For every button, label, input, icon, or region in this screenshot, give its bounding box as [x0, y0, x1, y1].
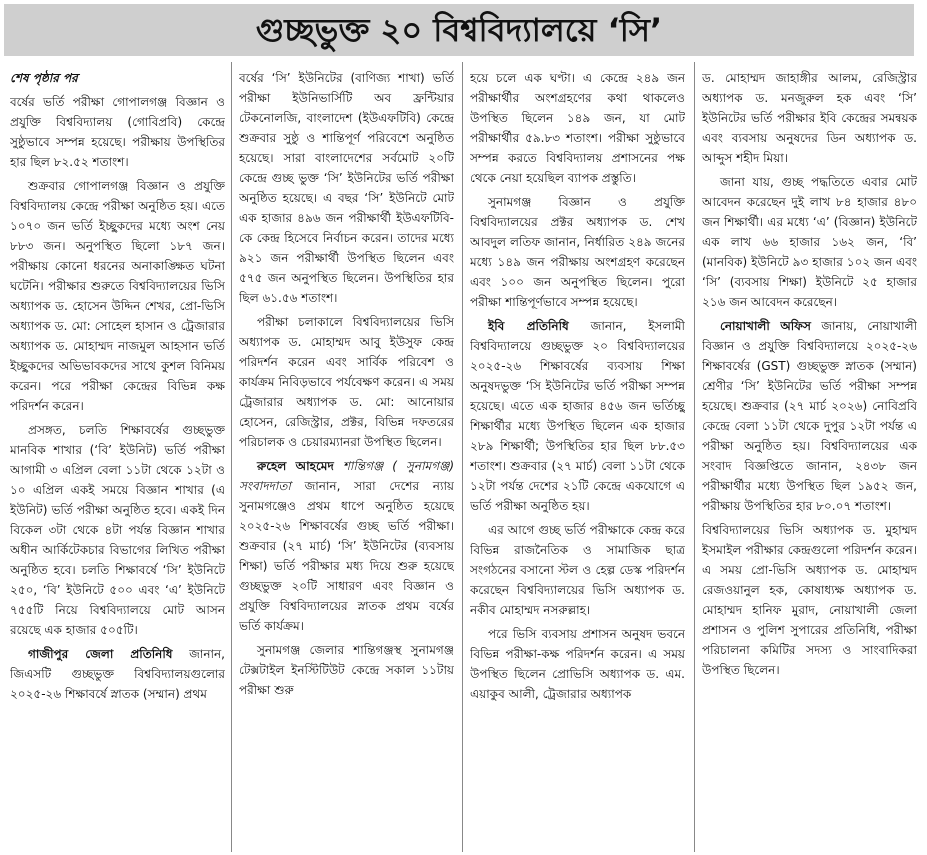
paragraph: গাজীপুর জেলা প্রতিনিধি জানান, জিএসটি গুচ্ছভুক্ত বিশ্ববিদ্যালয়গুলোর ২০২৫-২৬ শিক্ষাবর্ষে স্নাতক (সম্মান) প্রথম: [10, 647, 225, 701]
column-divider: [231, 62, 232, 852]
paragraph: শুক্রবার গোপালগঞ্জ বিজ্ঞান ও প্রযুক্তি বিশ্ববিদ্যালয় কেন্দ্রে পরীক্ষা অনুষ্ঠিত হয়। এতে ১০৭০ জন ভর্তি ইচ্ছুকদের মধ্যে অংশ নেয় ৮৮৩ জন। অনুপস্থিত ছিলো ১৮৭ জন। পরীক্ষায় কোনো ধরনের অনাকাঙ্ক্ষিত ঘটনা ঘটেনি। পরীক্ষার শুরুতে বিশ্ববিদ্যালয়ের ভিসি অধ্যাপক ড. হোসেন উদ্দিন শেখর, প্রো-ভিসি অধ্যাপক ড. মো: সোহেল হাসান ও ট্রেজারার অধ্যাপক ড. মোহাম্মদ নাজমুল আহসান ভর্তি ইচ্ছুকদের অভিভাবকদের সাথে কুশল বিনিময় করেন। পরে পরীক্ষা কেন্দ্রের বিভিন্ন কক্ষ পরিদর্শন করেন।: [10, 179, 225, 413]
paragraph: সুনামগঞ্জ জেলার শান্তিগঞ্জস্থ সুনামগঞ্জ টেক্সটাইল ইনস্টিটিউট কেন্দ্রে সকাল ১১টায় পরীক্ষা শুরু: [239, 643, 454, 697]
paragraph: রুহেল আহমেদ শান্তিগঞ্জ ( সুনামগঞ্জ) সংবাদদাতা জানান, সারা দেশের ন্যায় সুনামগঞ্জেও প্রথম ধাপে অনুষ্ঠিত হয়েছে ২০২৫-২৬ শিক্ষাবর্ষের গুচ্ছ ভর্তি পরীক্ষা। শুক্রবার (২৭ মার্চ) ‘সি’ ইউনিটের (ব্যবসায় শিক্ষা) ভর্তি পরীক্ষার মধ্য দিয়ে শুরু হয়েছে গুচ্ছভুক্ত ২০টি সাধারণ এবং বিজ্ঞান ও প্রযুক্তি বিশ্ববিদ্যালয়ের স্নাতক প্রথম বর্ষের ভর্তি কার্যক্রম।: [239, 459, 454, 633]
continued-label: শেষ পৃষ্ঠার পর: [10, 71, 78, 85]
paragraph: ইবি প্রতিনিধি জানান, ইসলামী বিশ্ববিদ্যালয়ে গুচ্ছভুক্ত ২০ বিশ্ববিদ্যালয়ের ২০২৫-২৬ শিক্ষাবর্ষের ব্যবসায় শিক্ষা অনুষদভুক্ত ‘সি ইউনিটের ভর্তি পরীক্ষা সম্পন্ন হয়েছে। এতে এক হাজার ৪৫৬ জন ভর্তিচ্ছু শিক্ষার্থীর মধ্যে উপস্থিত ছিলেন এক হাজার ২৮৯ শিক্ষার্থী; উপস্থিতির হার ছিল ৮৮.৫৩ শতাংশ। শুক্রবার (২৭ মার্চ) বেলা ১১টা থেকে ১২টা পর্যন্ত দেশের ২১টি কেন্দ্রে একযোগে এ ভর্তি পরীক্ষা অনুষ্ঠিত হয়।: [470, 319, 685, 513]
paragraph: বর্ষের ভর্তি পরীক্ষা গোপালগঞ্জ বিজ্ঞান ও প্রযুক্তি বিশ্ববিদ্যালয় (গোবিপ্রবি) কেন্দ্রে সুষ্ঠুভাবে সম্পন্ন হয়েছে। পরীক্ষায় উপস্থিতির হার ছিল ৮২.৫২ শতাংশ।: [10, 95, 225, 169]
paragraph: হয়ে চলে এক ঘণ্টা। এ কেন্দ্রে ২৪৯ জন পরীক্ষার্থীর অংশগ্রহণের কথা থাকলেও উপস্থিত ছিলেন ১৪৯ জন, যা মোট পরীক্ষার্থীর ৫৯.৮৩ শতাংশ। পরীক্ষা সুষ্ঠুভাবে সম্পন্ন করতে বিশ্ববিদ্যালয় প্রশাসনের পক্ষ থেকে নেয়া হয়েছিল ব্যাপক প্রস্তুতি।: [470, 71, 685, 185]
paragraph: ড. মোহাম্মদ জাহাঙ্গীর আলম, রেজিস্ট্রার অধ্যাপক ড. মনজুরুল হক এবং ‘সি’ ইউনিটের ভর্তি পরীক্ষার ইবি কেন্দ্রের সমন্বয়ক এবং ব্যবসায় অনুষদের ডিন অধ্যাপক ড. আব্দুস শহীদ মিয়া।: [702, 71, 917, 165]
column-3: [470, 68, 685, 853]
byline: নোয়াখালী অফিস: [720, 319, 811, 333]
paragraph: নোয়াখালী অফিস জানায়, নোয়াখালী বিজ্ঞান ও প্রযুক্তি বিশ্ববিদ্যালয়ে ২০২৫-২৬ শিক্ষাবর্ষের (GST) গুচ্ছভুক্ত স্নাতক (সম্মান) শ্রেণীর ‘সি’ ইউনিটের ভর্তি পরীক্ষা সম্পন্ন হয়েছে। শুক্রবার (২৭ মার্চ ২০২৬) নোবিপ্রবি কেন্দ্রে বেলা ১১টা থেকে দুপুর ১২টা পর্যন্ত এ পরীক্ষা অনুষ্ঠিত হয়। বিশ্ববিদ্যালয়ের এক সংবাদ বিজ্ঞপ্তিতে জানান, ২৪৩৮ জন পরীক্ষার্থীর মধ্যে উপস্থিত ছিল ১৯৫২ জন, পরীক্ষায় উপস্থিতির হার ৮০.০৭ শতাংশ।: [702, 319, 917, 513]
column-2: [239, 68, 454, 853]
byline: রুহেল আহমেদ: [257, 459, 334, 473]
paragraph: বর্ষের ‘সি’ ইউনিটের (বাণিজ্য শাখা) ভর্তি পরীক্ষা ইউনিভার্সিটি অব ফ্রন্টিয়ার টেকনোলজি, বাংলাদেশ (ইউএফটিবি) কেন্দ্রে শুক্রবার সুষ্ঠু ও শান্তিপূর্ণ পরিবেশে অনুষ্ঠিত হয়েছে। সারা বাংলাদেশের সর্বমোট ২০টি কেন্দ্রে গুচ্ছ ভুক্ত ‘সি’ ইউনিটের ভর্তি পরীক্ষা অনুষ্ঠিত হয়েছে। এ বছর ‘সি’ ইউনিটে মোট এক হাজার ৪৯৬ জন পরীক্ষার্থী ইউএফটিবি-কে কেন্দ্র হিসেবে নির্বাচন করেন। তাদের মধ্যে ৯২১ জন পরীক্ষার্থী উপস্থিত ছিলেন এবং ৫৭৫ জন অনুপস্থিত ছিলেন। উপস্থিতির হার ছিল ৬১.৫৬ শতাংশ।: [239, 71, 454, 305]
byline: গাজীপুর জেলা প্রতিনিধি: [28, 647, 173, 661]
paragraph: প্রসঙ্গত, চলতি শিক্ষাবর্ষের গুচ্ছভুক্ত মানবিক শাখার (‘বি’ ইউনিট) ভর্তি পরীক্ষা আগামী ৩ এপ্রিল বেলা ১১টা থেকে ১২টা ও ১০ এপ্রিল একই সময়ে বিজ্ঞান শাখার (এ ইউনিট) ভর্তি পরীক্ষা অনুষ্ঠিত হবে। একই দিন বিকেল ৩টা থেকে ৪টা পর্যন্ত বিজ্ঞান শাখার অধীন আর্কিটেকচার বিভাগের লিখিত পরীক্ষা অনুষ্ঠিত হবে। চলতি শিক্ষাবর্ষে ‘সি’ ইউনিটে ২৫০, ‘বি’ ইউনিটে ৫০০ এবং ‘এ’ ইউনিটে ৭৫৫টি নিয়ে বিশ্ববিদ্যালয়ে মোট আসন রয়েছে এক হাজার ৫০৫টি।: [10, 423, 225, 637]
paragraph: সুনামগঞ্জ বিজ্ঞান ও প্রযুক্তি বিশ্ববিদ্যালয়ের প্রক্টর অধ্যাপক ড. শেখ আবদুল লতিফ জানান, নির্ধারিত ২৪৯ জনের মধ্যে ১৪৯ জন পরীক্ষায় অংশগ্রহণ করেছেন এবং ১০০ জন অনুপস্থিত ছিলেন। পুরো পরীক্ষা শান্তিপূর্ণভাবে সম্পন্ন হয়েছে।: [470, 195, 685, 309]
paragraph: এর আগে গুচ্ছ ভর্তি পরীক্ষাকে কেন্দ্র করে বিভিন্ন রাজনৈতিক ও সামাজিক ছাত্র সংগঠনের বসানো স্টল ও হেল্প ডেস্ক পরিদর্শন করেছেন বিশ্ববিদ্যালয়ের ভিসি অধ্যাপক ড. নকীব মোহাম্মদ নসরুল্লাহ।: [470, 523, 685, 617]
byline-place: শান্তিগঞ্জ ( সুনামগঞ্জ) সংবাদদাতা: [239, 459, 454, 493]
paragraph: জানা যায়, গুচ্ছ পদ্ধতিতে এবার মোট আবেদন করেছেন দুই লাখ ৮৪ হাজার ৪৮০ জন শিক্ষার্থী। এর মধ্যে ‘এ’ (বিজ্ঞান) ইউনিটে এক লাখ ৬৬ হাজার ১৬২ জন, ‘বি’ (মানবিক) ইউনিটে ৯৩ হাজার ১০২ জন এবং ‘সি’ (ব্যবসায় শিক্ষা) ইউনিটে ২৫ হাজার ২১৬ জন আবেদন করেছেন।: [702, 175, 917, 309]
column-1: [10, 68, 225, 853]
headline: গুচ্ছভুক্ত ২০ বিশ্ববিদ্যালয়ে ‘সি’: [4, 4, 914, 56]
byline: ইবি প্রতিনিধি: [488, 319, 569, 333]
paragraph: পরীক্ষা চলাকালে বিশ্ববিদ্যালয়ের ভিসি অধ্যাপক ড. মোহাম্মদ আবু ইউসুফ কেন্দ্র পরিদর্শন করেন এবং সার্বিক পরিবেশ ও কার্যক্রম নিবিড়ভাবে পর্যবেক্ষণ করেন। এ সময় ট্রেজারার অধ্যাপক ড. মো: আনোয়ার হোসেন, রেজিস্ট্রার, প্রক্টর, বিভিন্ন দফতরের পরিচালক ও চেয়ারম্যানরা উপস্থিত ছিলেন।: [239, 315, 454, 449]
column-4: [702, 68, 917, 853]
column-divider: [462, 62, 463, 852]
paragraph: বিশ্ববিদ্যালয়ের ভিসি অধ্যাপক ড. মুহাম্মদ ইসমাইল পরীক্ষার কেন্দ্রগুলো পরিদর্শন করেন। এ সময় প্রো-ভিসি অধ্যাপক ড. মোহাম্মদ রেজওয়ানুল হক, কোষাধ্যক্ষ অধ্যাপক ড. মোহাম্মদ হানিফ মুরাদ, নোয়াখালী জেলা প্রশাসন ও পুলিশ সুপারের প্রতিনিধি, পরীক্ষা পরিচালনা কমিটির সদস্য ও সাংবাদিকরা উপস্থিত ছিলেন।: [702, 523, 917, 677]
column-divider: [694, 62, 695, 852]
paragraph: পরে ভিসি ব্যবসায় প্রশাসন অনুষদ ভবনে বিভিন্ন পরীক্ষা-কক্ষ পরিদর্শন করেন। এ সময় উপস্থিত ছিলেন প্রোভিসি অধ্যাপক ড. এম. এয়াকুব আলী, ট্রেজারার অধ্যাপক: [470, 627, 685, 701]
